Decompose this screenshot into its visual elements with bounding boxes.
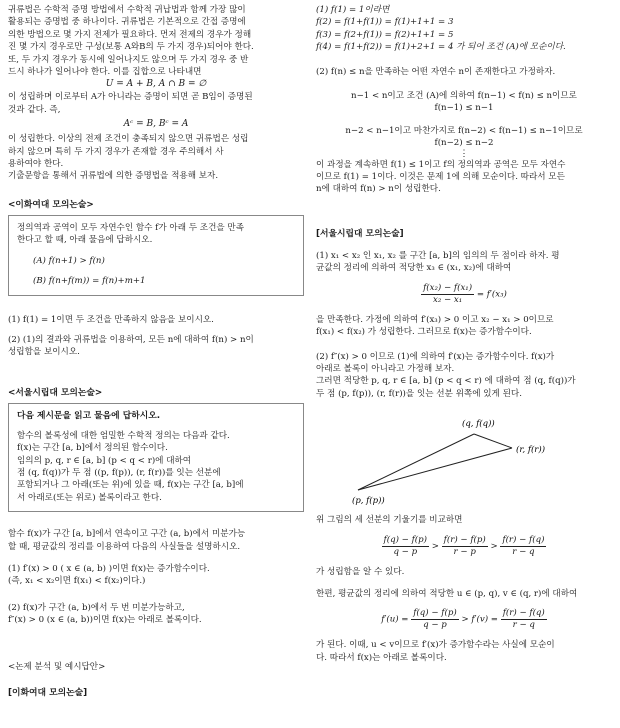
condition-b: (B) f(n+f(m)) = f(n)+m+1 [33,276,146,287]
answer-2-step: f(n−1) ≤ n−1 [434,103,494,114]
intro-line: 하지 않으며 특히 두 가지 경우가 존재할 경우 주의해서 사 [8,146,224,157]
intro-line: 기출문항을 통해서 귀류법에 의한 증명법을 적용해 보자. [8,171,219,182]
sub-question-1: (1) f′(x) > 0 ( x ∈ (a, b) )이면 f(x)는 증가함수이다. [8,563,210,574]
vertical-ellipsis: ⋮ [459,148,469,159]
mean-value-after: 을 만족한다. 가정에 의하여 f′(x₃) > 0 이고 x₂ − x₁ > 0이므로 [316,314,554,325]
fraction-denominator: q − p [393,546,418,557]
fraction-numerator: f(x₂) − f(x₁) [423,282,473,293]
point-p-label: (p, f(p)) [352,496,385,507]
convexity-line: 아래로 볼록이 아니라고 가정해 보자. [316,363,455,374]
left-column [8,4,304,699]
final-line: 가 된다. 이때, u < v이므로 f′(x)가 증가함수라는 사실에 모순이 [316,640,555,651]
mean-value-fraction [421,283,474,306]
slope-pr [442,535,488,558]
slope-fraction-1 [411,608,458,631]
condition-a: (A) f(n+1) > f(n) [33,255,105,266]
box-heading: 다음 제시문을 읽고 물음에 답하시오. [17,410,161,421]
sub-question-2: (2) f(x)가 구간 (a, b)에서 두 번 미분가능하고, [8,602,185,613]
intro-line: 또, 두 가지 경우가 동시에 일어나지도 않으며 두 가지 경우 중 반 [8,54,249,65]
fraction-numerator: f(r) − f(p) [443,534,486,545]
answer-line: (1) f(1) = 1이라면 [316,5,390,15]
triangle-figure [316,406,612,506]
complement-equation: Aᶜ = B, Bᶜ = A [123,119,189,130]
answer-2-conclusion: 이 과정을 계속하면 f(1) ≤ 1이고 f의 정의역과 공역은 모두 자연수 [316,159,566,170]
intro-line: 것과 같다. 즉, [8,104,61,115]
slope-inequality [316,535,612,558]
slopes-intro: 위 그림의 세 선분의 기울기를 비교하면 [316,515,463,526]
fraction-numerator: f(q) − f(p) [383,534,427,545]
fraction-denominator: r − q [512,620,535,631]
point-r-label: (r, f(r)) [516,445,546,456]
slope-fraction-2 [501,608,547,631]
box-line: 포함되거나 그 아래(또는 위)에 있을 때, f(x)는 구간 [a, b]에 [17,480,244,491]
slope-qr [500,535,546,558]
question-1: (1) f(1) = 1이면 두 조건을 만족하지 않음을 보이시오. [8,314,214,325]
mean-value-after: f(x₁) < f(x₂) 가 성립한다. 그러므로 f(x)는 증가함수이다. [316,327,532,338]
convexity-line: 그러면 적당한 p, q, r ∈ [a, b] (p < q < r) 에 대하여 점 (q, f(q))가 [316,376,576,387]
answer-line: f(3) = f(2+f(1)) = f(2)+1+1 = 5 [316,29,454,40]
intro-line: 용하여야 한다. [8,159,64,170]
equation-rhs: = f′(x₃) [476,289,507,300]
intro-line: 이 성립하며 이로부터 A가 아니라는 증명이 되면 곧 B임이 증명된 [8,92,253,103]
answer-2-step: n−1 < n이고 조건 (A)에 의하여 f(n−1) < f(n) ≤ n이므로 [351,91,577,102]
bottom-section-title: [이화여대 모의논술] [8,688,88,698]
body-line: 할 때, 평균값의 정리를 이용하여 다음의 사실들을 설명하시오. [8,541,241,552]
point-q-label: (q, f(q)) [462,419,495,430]
section-title-uos: <서울시립대 모의논술> [8,387,103,398]
right-column [316,4,612,664]
intro-line: 진 몇 가지 경우로만 구성(보통 A와B의 두 가지 경우)되어야 한다. [8,42,254,53]
fraction-denominator: r − q [512,546,535,557]
final-line: 다. 따라서 f(x)는 아래로 볼록이다. [316,652,447,663]
section-title-ewha: <이화여대 모의논술> [8,199,94,210]
derivative-u: f′(u) = [381,614,409,625]
answer-2-step: n−2 < n−1이고 마찬가지로 f(n−2) < f(n−1) ≤ n−1이므로 [345,125,583,136]
sub-question-2: f″(x) > 0 (x ∈ (a, b))이면 f(x)는 아래로 볼록이다. [8,615,202,626]
greater-sign: > [431,541,439,552]
mean-value-line: (1) x₁ < x₂ 인 x₁, x₂ 를 구간 [a, b]의 임의의 두 점이라 하자. 평 [316,250,560,261]
box-line: 임의의 p, q, r ∈ [a, b] (p < q < r)에 대하여 [17,455,192,466]
sub-question-1: (즉, x₁ < x₂이면 f(x₁) < f(x₂)이다.) [8,576,146,587]
answer-line: f(2) = f(1+f(1)) = f(1)+1+1 = 3 [316,17,454,28]
question-2: (2) (1)의 결과와 귀류법을 이용하여, 모든 n에 대하여 f(n) > n이 [8,334,254,345]
convexity-line: (2) f″(x) > 0 이므로 (1)에 의하여 f′(x)는 증가함수이다. f(x)가 [316,351,555,362]
intro-line: 의한 방법으로 몇 가지 전제가 필요하다. 먼저 전제의 경우가 정해 [8,29,252,40]
fraction-numerator: f(q) − f(p) [413,608,457,619]
box-line: 한다고 할 때, 아래 물음에 답하시오. [17,235,153,246]
box-line: 함수의 볼록성에 대한 엄밀한 수학적 정의는 다음과 같다. [17,430,230,441]
question-2: 성립함을 보이시오. [8,347,80,358]
box-line: f(x)는 구간 [a, b]에서 정의된 함수이다. [17,443,168,454]
derivative-comparison [316,608,612,631]
box-line: 점 (q, f(q))가 두 점 ((p, f(p)), (r, f(r))를 잇는 선분에 [17,467,221,478]
segment-pr [358,448,512,490]
mean-value-equation [316,283,612,306]
fraction-denominator: q − p [423,620,447,631]
section-title-uos-answer: [서울시립대 모의논술] [316,228,404,239]
segment-qr [474,434,512,448]
mean-value-intro: 한편, 평균값의 정리에 의하여 적당한 u ∈ (p, q), v ∈ (q, r)에 대하여 [316,588,578,599]
greater-sign: > [490,541,498,552]
intro-line: 귀류법은 수학적 증명 방법에서 수학적 귀납법과 함께 가장 많이 [8,5,246,15]
set-equation: U = A + B, A ∩ B = ∅ [105,79,207,90]
derivative-v: > f′(v) = [461,614,498,625]
answer-line: f(4) = f(1+f(2)) = f(1)+2+1 = 4 가 되어 조건 (A)에 모순이다. [316,42,566,53]
slope-pq [382,535,429,558]
answer-2-step: f(n−2) ≤ n−2 [434,138,494,149]
problem-box-uos [8,403,304,512]
intro-line: 이 성립한다. 이상의 전제 조건이 충족되지 않으면 귀류법은 성립 [8,134,249,145]
answer-2-conclusion: 이므로 f(1) = 1이다. 이것은 문제 1에 의해 모순이다. 따라서 모든 [316,172,565,183]
slopes-after: 가 성립함을 알 수 있다. [316,566,405,577]
fraction-denominator: r − p [453,546,476,557]
intro-line: 드시 하나가 일어나야 한다. 이를 집합으로 나타내면 [8,67,202,78]
fraction-denominator: x₂ − x₁ [432,294,463,305]
intro-line: 활용되는 증명법 중 하나이다. 귀류법은 기본적으로 간접 증명에 [8,17,246,28]
analysis-title: <논제 분석 및 예시답안> [8,661,106,672]
body-line: 함수 f(x)가 구간 [a, b]에서 연속이고 구간 (a, b)에서 미분가능 [8,529,246,540]
convexity-line: 두 점 (p, f(p)), (r, f(r))을 잇는 선분 위쪽에 있게 된다. [316,388,522,399]
fraction-numerator: f(r) − f(q) [502,534,545,545]
segment-pq [358,434,474,490]
problem-box-ewha [8,215,304,296]
answer-2-conclusion: n에 대하여 f(n) > n이 성립한다. [316,184,441,195]
mean-value-line: 균값의 정리에 의하여 적당한 x₃ ∈ (x₁, x₂)에 대하여 [316,263,512,274]
box-line: 정의역과 공역이 모두 자연수인 함수 f가 아래 두 조건을 만족 [17,222,245,233]
box-line: 서 아래로(또는 위로) 볼록이라고 한다. [17,492,162,503]
fraction-numerator: f(r) − f(q) [502,608,545,619]
answer-2-intro: (2) f(n) ≤ n을 만족하는 어떤 자연수 n이 존재한다고 가정하자. [316,66,556,77]
